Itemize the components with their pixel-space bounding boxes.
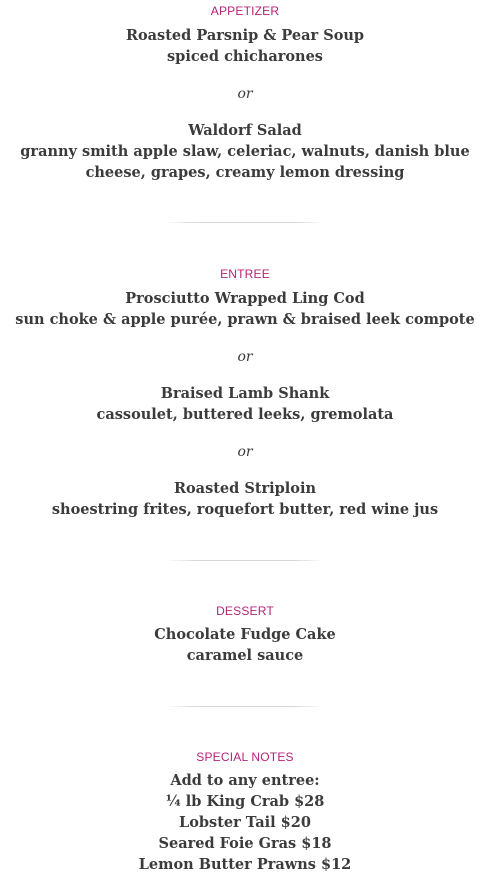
entree-or-1: or bbox=[237, 349, 253, 365]
appetizer-dish-1-name: Roasted Parsnip & Pear Soup bbox=[125, 27, 365, 44]
entree-dish-1-name: Prosciutto Wrapped Ling Cod bbox=[125, 290, 365, 307]
special-notes-heading: SPECIAL NOTES bbox=[196, 750, 294, 764]
special-notes-intro: Add to any entree: bbox=[170, 772, 320, 789]
special-notes-item: Lobster Tail $20 bbox=[179, 814, 311, 831]
dessert-heading: DESSERT bbox=[216, 604, 274, 618]
entree-dish-3-name: Roasted Striploin bbox=[173, 480, 317, 497]
appetizer-dish-1-description: spiced chicharones bbox=[167, 48, 323, 65]
entree-or-2: or bbox=[237, 444, 253, 460]
dessert-dish-1-name: Chocolate Fudge Cake bbox=[154, 626, 336, 643]
entree-dish-2-description: cassoulet, buttered leeks, gremolata bbox=[96, 406, 394, 423]
appetizer-or: or bbox=[237, 86, 253, 102]
entree-dish-1-description: sun choke & apple purée, prawn & braised leek compote bbox=[15, 311, 475, 328]
appetizer-heading: APPETIZER bbox=[210, 4, 280, 18]
entree-heading: ENTREE bbox=[220, 267, 270, 281]
section-divider bbox=[165, 222, 325, 223]
special-notes-item: Seared Foie Gras $18 bbox=[158, 835, 332, 852]
appetizer-dish-2-description-line-2: cheese, grapes, creamy lemon dressing bbox=[85, 164, 405, 181]
special-notes-item: Lemon Butter Prawns $12 bbox=[138, 856, 352, 873]
special-notes-item: ¼ lb King Crab $28 bbox=[165, 793, 325, 810]
entree-dish-3-description: shoestring frites, roquefort butter, red wine jus bbox=[51, 501, 439, 518]
appetizer-dish-2-name: Waldorf Salad bbox=[188, 122, 302, 139]
section-divider bbox=[165, 560, 325, 561]
dessert-dish-1-description: caramel sauce bbox=[186, 647, 304, 664]
entree-dish-2-name: Braised Lamb Shank bbox=[160, 385, 330, 402]
appetizer-dish-2-description-line-1: granny smith apple slaw, celeriac, walnuts, danish blue bbox=[20, 143, 470, 160]
section-divider bbox=[165, 706, 325, 707]
